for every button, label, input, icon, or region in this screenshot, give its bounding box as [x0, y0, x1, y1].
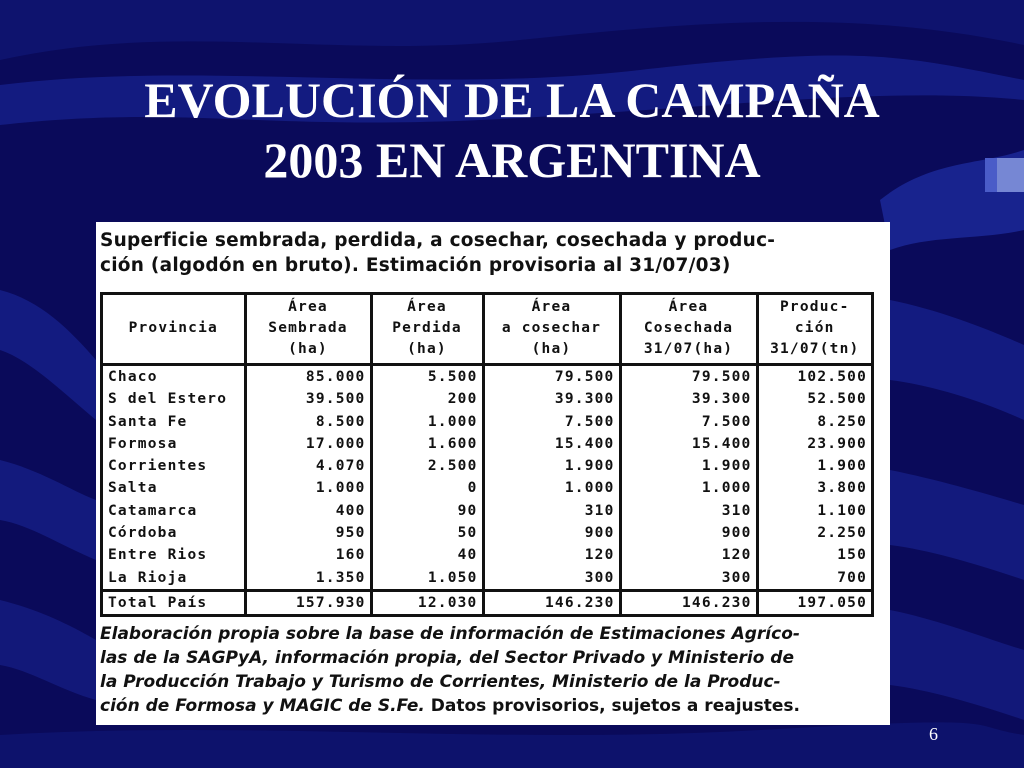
- table-row: [103, 544, 871, 566]
- value-cell: 2.250: [757, 522, 871, 544]
- value-cell: 200: [371, 388, 483, 410]
- province-cell: Santa Fe: [108, 413, 188, 430]
- column-header-line: Área: [668, 299, 709, 315]
- source-line-1: Elaboración propia sobre la base de información de Estimaciones Agríco-: [100, 624, 800, 644]
- column-header-3: [483, 295, 620, 365]
- column-header-line: Sembrada: [268, 320, 348, 336]
- value-cell: 1.000: [371, 411, 483, 433]
- value-cell: 700: [757, 567, 871, 591]
- value-cell: 1.900: [620, 455, 757, 477]
- total-value-cell: 146.230: [483, 590, 620, 614]
- source-line-4-italic: ción de Formosa y MAGIC de S.Fe.: [100, 696, 425, 716]
- value-cell: 1.100: [757, 500, 871, 522]
- source-line-2: las de la SAGPyA, información propia, del Sector Privado y Ministerio de: [100, 648, 794, 668]
- province-cell: Formosa: [108, 435, 178, 452]
- province-cell: Salta: [108, 480, 158, 497]
- column-header-line: 31/07(ha): [643, 341, 734, 357]
- value-cell: 1.050: [371, 567, 483, 591]
- table-body: [103, 365, 871, 615]
- value-cell: 900: [620, 522, 757, 544]
- value-cell: 300: [483, 567, 620, 591]
- value-cell: 1.350: [245, 567, 371, 591]
- value-cell: 1.900: [483, 455, 620, 477]
- value-cell: 23.900: [757, 433, 871, 455]
- column-header-line: (ha): [288, 341, 328, 357]
- column-header-line: ción: [794, 320, 835, 336]
- column-header-line: Perdida: [392, 320, 462, 336]
- value-cell: 39.300: [483, 388, 620, 410]
- column-header-line: Produc-: [779, 299, 850, 315]
- value-cell: 120: [483, 544, 620, 566]
- page-number: 6: [929, 724, 938, 744]
- column-header-line: (ha): [531, 341, 572, 357]
- table-row: [103, 522, 871, 544]
- column-header-line: Provincia: [128, 320, 218, 336]
- value-cell: 160: [245, 544, 371, 566]
- slide-title: [0, 70, 1024, 190]
- value-cell: 8.250: [757, 411, 871, 433]
- value-cell: 3.800: [757, 477, 871, 499]
- value-cell: 7.500: [620, 411, 757, 433]
- value-cell: 150: [757, 544, 871, 566]
- value-cell: 7.500: [483, 411, 620, 433]
- value-cell: 900: [483, 522, 620, 544]
- column-header-line: 31/07(tn): [770, 341, 860, 357]
- value-cell: 4.070: [245, 455, 371, 477]
- caption-line-1: Superficie sembrada, perdida, a cosechar, cosechada y produc-: [100, 230, 776, 251]
- column-header-line: Área: [288, 299, 328, 315]
- value-cell: 39.500: [245, 388, 371, 410]
- value-cell: 102.500: [757, 365, 871, 389]
- table-row: [103, 365, 871, 389]
- column-header-line: Cosechada: [643, 320, 734, 336]
- value-cell: 15.400: [483, 433, 620, 455]
- column-header-line: (ha): [407, 341, 447, 357]
- value-cell: 1.000: [483, 477, 620, 499]
- value-cell: 1.000: [245, 477, 371, 499]
- value-cell: 2.500: [371, 455, 483, 477]
- total-value-cell: 157.930: [245, 590, 371, 614]
- value-cell: 17.000: [245, 433, 371, 455]
- province-cell: Catamarca: [108, 502, 198, 519]
- title-line-2: 2003 EN ARGENTINA: [263, 132, 761, 188]
- value-cell: 15.400: [620, 433, 757, 455]
- table-caption: [100, 228, 886, 278]
- value-cell: 85.000: [245, 365, 371, 389]
- value-cell: 120: [620, 544, 757, 566]
- title-line-1: EVOLUCIÓN DE LA CAMPAÑA: [144, 72, 880, 128]
- table-row: [103, 455, 871, 477]
- province-cell: La Rioja: [108, 569, 188, 586]
- value-cell: 1.900: [757, 455, 871, 477]
- column-header-line: a cosechar: [501, 320, 602, 336]
- total-value-cell: 12.030: [371, 590, 483, 614]
- source-line-3: la Producción Trabajo y Turismo de Corrientes, Ministerio de la Produc-: [100, 672, 781, 692]
- value-cell: 90: [371, 500, 483, 522]
- caption-line-2: ción (algodón en bruto). Estimación provisoria al 31/07/03): [100, 255, 731, 276]
- table-row: [103, 477, 871, 499]
- province-cell: Córdoba: [108, 525, 178, 542]
- total-value-cell: 197.050: [757, 590, 871, 614]
- cotton-table: [100, 292, 874, 617]
- source-line-4-normal: Datos provisorios, sujetos a reajustes.: [424, 696, 800, 716]
- province-cell: S del Estero: [108, 391, 228, 408]
- value-cell: 5.500: [371, 365, 483, 389]
- table-row: [103, 433, 871, 455]
- total-label-cell: Total País: [103, 590, 245, 614]
- source-line-4: [100, 694, 886, 718]
- value-cell: 300: [620, 567, 757, 591]
- value-cell: 79.500: [483, 365, 620, 389]
- table-image-panel: [96, 222, 890, 725]
- column-header-line: Área: [407, 299, 447, 315]
- value-cell: 79.500: [620, 365, 757, 389]
- province-cell: Corrientes: [108, 458, 208, 475]
- table-row: [103, 388, 871, 410]
- value-cell: 40: [371, 544, 483, 566]
- province-cell: Entre Rios: [108, 547, 208, 564]
- table-row: [103, 500, 871, 522]
- column-header-5: [757, 295, 871, 365]
- column-header-1: [245, 295, 371, 365]
- value-cell: 310: [483, 500, 620, 522]
- column-header-line: Área: [531, 299, 572, 315]
- column-header-4: [620, 295, 757, 365]
- table-row: [103, 411, 871, 433]
- table-header-row: [103, 295, 871, 365]
- value-cell: 50: [371, 522, 483, 544]
- value-cell: 39.300: [620, 388, 757, 410]
- value-cell: 950: [245, 522, 371, 544]
- total-row: [103, 590, 871, 614]
- value-cell: 1.000: [620, 477, 757, 499]
- value-cell: 1.600: [371, 433, 483, 455]
- total-value-cell: 146.230: [620, 590, 757, 614]
- value-cell: 400: [245, 500, 371, 522]
- value-cell: 52.500: [757, 388, 871, 410]
- column-header-0: [103, 295, 245, 365]
- column-header-2: [371, 295, 483, 365]
- table-row: [103, 567, 871, 591]
- value-cell: 0: [371, 477, 483, 499]
- province-cell: Chaco: [108, 369, 158, 385]
- value-cell: 310: [620, 500, 757, 522]
- data-table: [103, 295, 871, 614]
- value-cell: 8.500: [245, 411, 371, 433]
- source-note: [100, 622, 886, 718]
